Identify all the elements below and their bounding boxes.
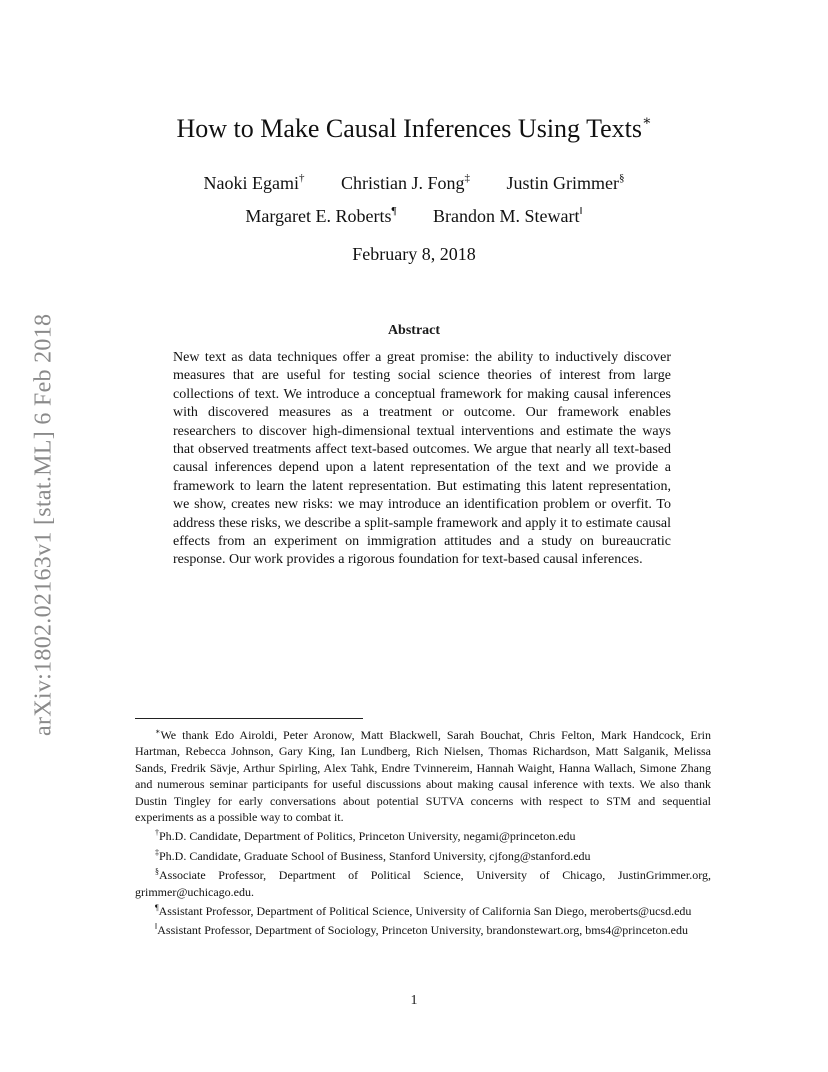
author-mark: § xyxy=(619,172,625,184)
publication-date: February 8, 2018 xyxy=(352,244,476,264)
author-name: Brandon M. Stewart xyxy=(433,206,580,226)
author-name: Christian J. Fong xyxy=(340,173,465,193)
footnote-text: Assistant Professor, Department of Political Science, University of California San Diego, meroberts@ucsd.edu xyxy=(158,904,692,919)
footnote-mark: ‡ xyxy=(155,847,159,857)
footnote-roberts xyxy=(135,900,711,919)
footnote-text: Assistant Professor, Department of Sociology, Princeton University, brandonstewart.org, bms4@princeton.edu xyxy=(157,923,688,938)
footnote-text: Associate Professor, Department of Political Science, University of Chicago, JustinGrimmer.org, grimmer@uchicago.edu. xyxy=(135,868,711,899)
abstract-heading: Abstract xyxy=(387,323,441,338)
title-footnote-mark: ∗ xyxy=(642,114,652,129)
footnote-mark: † xyxy=(155,828,159,838)
arxiv-identifier: arXiv:1802.02163v1 [stat.ML] 6 Feb 2018 xyxy=(30,313,57,737)
footnote-grimmer xyxy=(135,864,711,900)
footnote-mark: ‖ xyxy=(155,922,158,932)
footnote-mark: ∗ xyxy=(155,727,161,736)
author-mark: ¶ xyxy=(391,205,397,217)
footnote-text: We thank Edo Airoldi, Peter Aronow, Matt Blackwell, Sarah Bouchat, Chris Felton, Mark Handcock, Erin Hartman, Rebecca Johnson, Gary King, Ian Lundberg, Rich Nielsen, Thomas Richardson, Matt Salganik, Melissa Sands, Fredrik Sävje, Arthur Spirling, Alex Tahk, Endre Tvinnereim, Hannah Waight, Hanna Wallach, Simone Zhang and numerous seminar participants for useful discussions about making causal inference with texts. We also thank Dustin Tingley for early conversations about potential SUTVA concerns with respect to STM and sequential experiments as a possible way to combat it. xyxy=(135,728,711,825)
author-mark: † xyxy=(298,172,305,184)
footnote-mark: ¶ xyxy=(155,903,159,913)
author-fong xyxy=(341,172,470,194)
abstract-text: New text as data techniques offer a great promise: the ability to inductively discover measures that are useful for testing social science theories of interest from large collections of text. We introduce a conceptual framework for making causal inferences with discovered measures as a treatment or outcome. Our framework enables researchers to discover high-dimensional textual interventions and estimate the ways that observed treatments affect text-based outcomes. We argue that nearly all text-based causal inferences depend upon a latent representation of the text and we provide a framework to learn the latent representation. But estimating this latent representation, we show, creates new risks: we may introduce an identification problem or overfit. To address these risks, we describe a split-sample framework and apply it to estimate causal effects from an experiment on immigration attitudes and a study on bureaucratic response. Our work provides a rigorous foundation for text-based causal inferences. xyxy=(173,350,671,568)
footnote-divider xyxy=(135,718,363,719)
author-stewart xyxy=(433,205,583,227)
author-name: Justin Grimmer xyxy=(506,173,619,193)
author-mark: ‖ xyxy=(579,205,583,217)
footnote-acknowledgements xyxy=(135,724,711,825)
footnote-fong xyxy=(135,845,711,864)
footnote-egami xyxy=(135,825,711,844)
author-grimmer xyxy=(507,172,625,194)
authors-row-1 xyxy=(0,172,828,194)
footnote-stewart xyxy=(135,919,711,938)
author-egami xyxy=(204,172,305,194)
author-name: Margaret E. Roberts xyxy=(245,206,392,226)
authors-row-2 xyxy=(0,205,828,227)
author-mark: ‡ xyxy=(464,172,470,184)
footnote-text: Ph.D. Candidate, Graduate School of Business, Stanford University, cjfong@stanford.edu xyxy=(159,848,591,863)
paper-title xyxy=(0,113,828,144)
author-roberts xyxy=(245,205,396,227)
footnotes xyxy=(135,724,711,939)
author-name: Naoki Egami xyxy=(203,173,299,193)
paper-title-text: How to Make Causal Inferences Using Texts xyxy=(176,114,643,143)
page-number: 1 xyxy=(410,993,418,1008)
footnote-text: Ph.D. Candidate, Department of Politics, Princeton University, negami@princeton.edu xyxy=(159,829,576,844)
footnote-mark: § xyxy=(155,867,159,877)
